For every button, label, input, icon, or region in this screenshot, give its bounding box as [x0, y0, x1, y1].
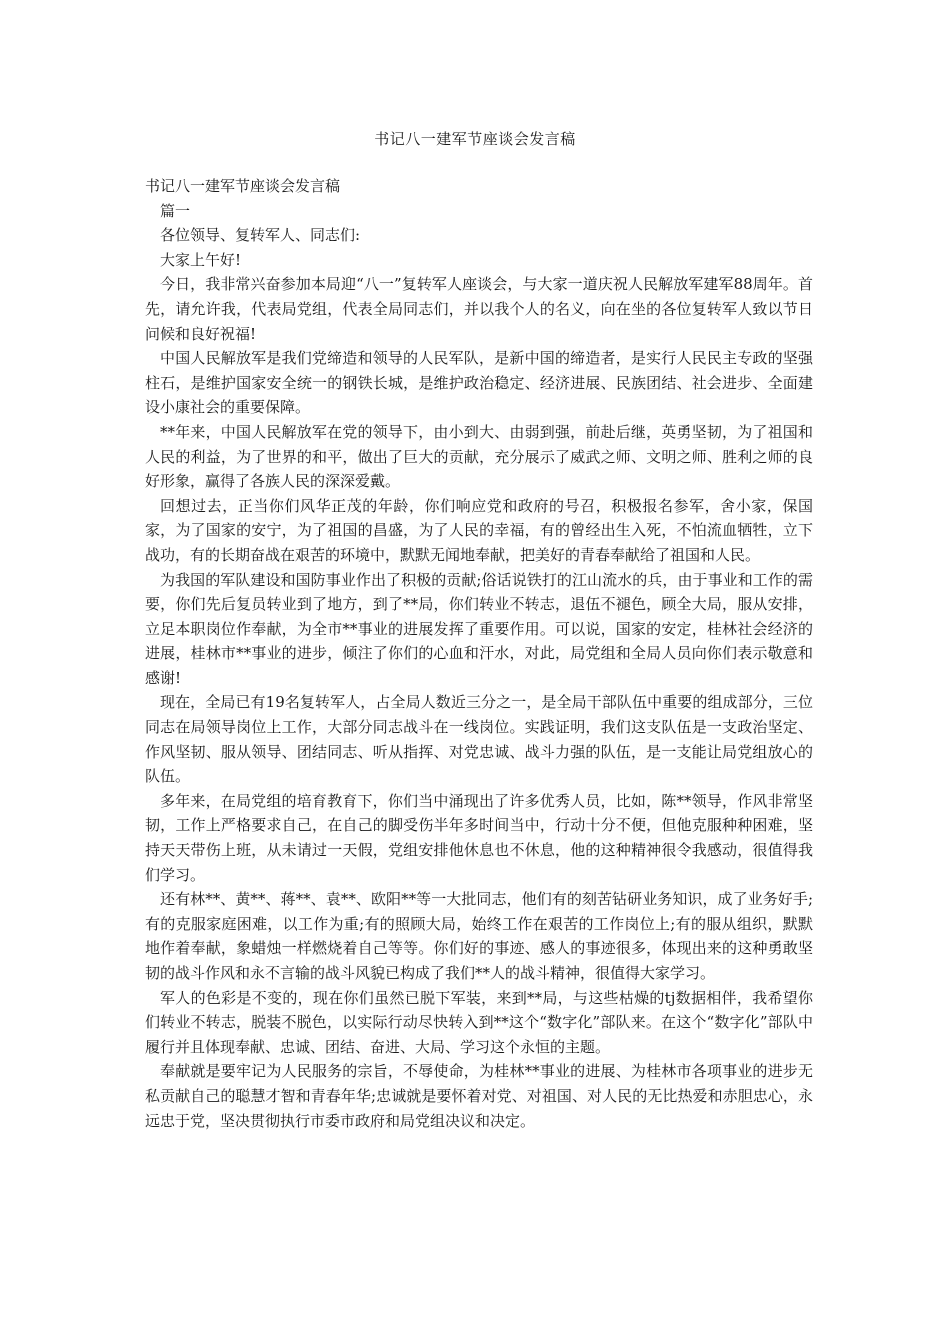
paragraph-8: 现在，全局已有19名复转军人，占全局人数近三分之一，是全局干部队伍中重要的组成部分，三位同志在局领导岗位上工作，大部分同志战斗在一线岗位。实践证明，我们这支队伍是一支政治坚定、作风坚韧、服从领导、团结同志、听从指挥、对党忠诚、战斗力强的队伍，是一支能让局党组放心的队伍。	[145, 693, 813, 786]
paragraph-3: 今日，我非常兴奋参加本局迎“八一”复转军人座谈会，与大家一道庆祝人民解放军建军88周年。首先，请允许我，代表局党组，代表全局同志们，并以我个人的名义，向在坐的各位复转军人致以节日问候和良好祝福!	[145, 275, 813, 343]
paragraph-12: 奉献就是要牢记为人民服务的宗旨，不辱使命，为桂林**事业的进展、为桂林市各项事业的进步无私贡献自己的聪慧才智和青春年华;忠诚就是要怀着对党、对祖国、对人民的无比热爱和赤胆忠心，永远忠于党，坚决贯彻执行市委市政府和局党组决议和决定。	[145, 1062, 813, 1130]
paragraph-2: 大家上午好!	[160, 250, 242, 269]
section-label: 篇一	[160, 201, 191, 220]
paragraph-4: 中国人民解放军是我们党缔造和领导的人民军队，是新中国的缔造者，是实行人民民主专政的坚强柱石，是维护国家安全统一的钢铁长城，是维护政治稳定、经济进展、民族团结、社会进步、全面建设小康社会的重要保障。	[145, 349, 813, 417]
paragraph-7: 为我国的军队建设和国防事业作出了积极的贡献;俗话说铁打的江山流水的兵，由于事业和工作的需要，你们先后复员转业到了地方，到了**局，你们转业不转志，退伍不褪色，顾全大局，服从安排，立足本职岗位作奉献，为全市**事业的进展发挥了重要作用。可以说，国家的安定，桂林社会经济的进展，桂林市**事业的进步，倾注了你们的心血和汗水，对此，局党组和全局人员向你们表示敬意和感谢!	[145, 570, 813, 687]
paragraph-6: 回想过去，正当你们风华正茂的年龄，你们响应党和政府的号召，积极报名参军，舍小家，保国家，为了国家的安宁，为了祖国的昌盛，为了人民的幸福，有的曾经出生入死，不怕流血牺牲，立下战功，有的长期奋战在艰苦的环境中，默默无闻地奉献，把美好的青春奉献给了祖国和人民。	[145, 496, 813, 564]
document-body	[145, 174, 813, 1133]
paragraph-10: 还有林**、黄**、蒋**、袁**、欧阳**等一大批同志，他们有的刻苦钻研业务知识，成了业务好手;有的克服家庭困难，以工作为重;有的照顾大局，始终工作在艰苦的工作岗位上;有的服从组织，默默地作着奉献，象蜡烛一样燃烧着自己等等。你们好的事迹、感人的事迹很多，体现出来的这种勇敢坚韧的战斗作风和永不言输的战斗风貌已构成了我们**人的战斗精神，很值得大家学习。	[145, 890, 813, 982]
document-title: 书记八一建军节座谈会发言稿	[374, 130, 576, 148]
body-subtitle: 书记八一建军节座谈会发言稿	[145, 177, 341, 195]
paragraph-11: 军人的色彩是不变的，现在你们虽然已脱下军装，来到**局，与这些枯燥的tj数据相伴，我希望你们转业不转志，脱装不脱色，以实际行动尽快转入到**这个“数字化”部队来。在这个“数字化”部队中履行并且体现奉献、忠诚、团结、奋进、大局、学习这个永恒的主题。	[145, 988, 813, 1056]
paragraph-1: 各位领导、复转军人、同志们:	[160, 226, 361, 245]
paragraph-9: 多年来，在局党组的培育教育下，你们当中涌现出了许多优秀人员，比如，陈**领导，作风非常坚韧，工作上严格要求自己，在自己的脚受伤半年多时间当中，行动十分不便，但他克服种种困难，坚持天天带伤上班，从未请过一天假，党组安排他休息也不休息，他的这种精神很令我感动，很值得我们学习。	[145, 791, 813, 884]
paragraph-5: **年来，中国人民解放军在党的领导下，由小到大、由弱到强，前赴后继，英勇坚韧，为了祖国和人民的利益，为了世界的和平，做出了巨大的贡献，充分展示了威武之师、文明之师、胜利之师的良好形象，赢得了各族人民的深深爱戴。	[145, 422, 813, 491]
